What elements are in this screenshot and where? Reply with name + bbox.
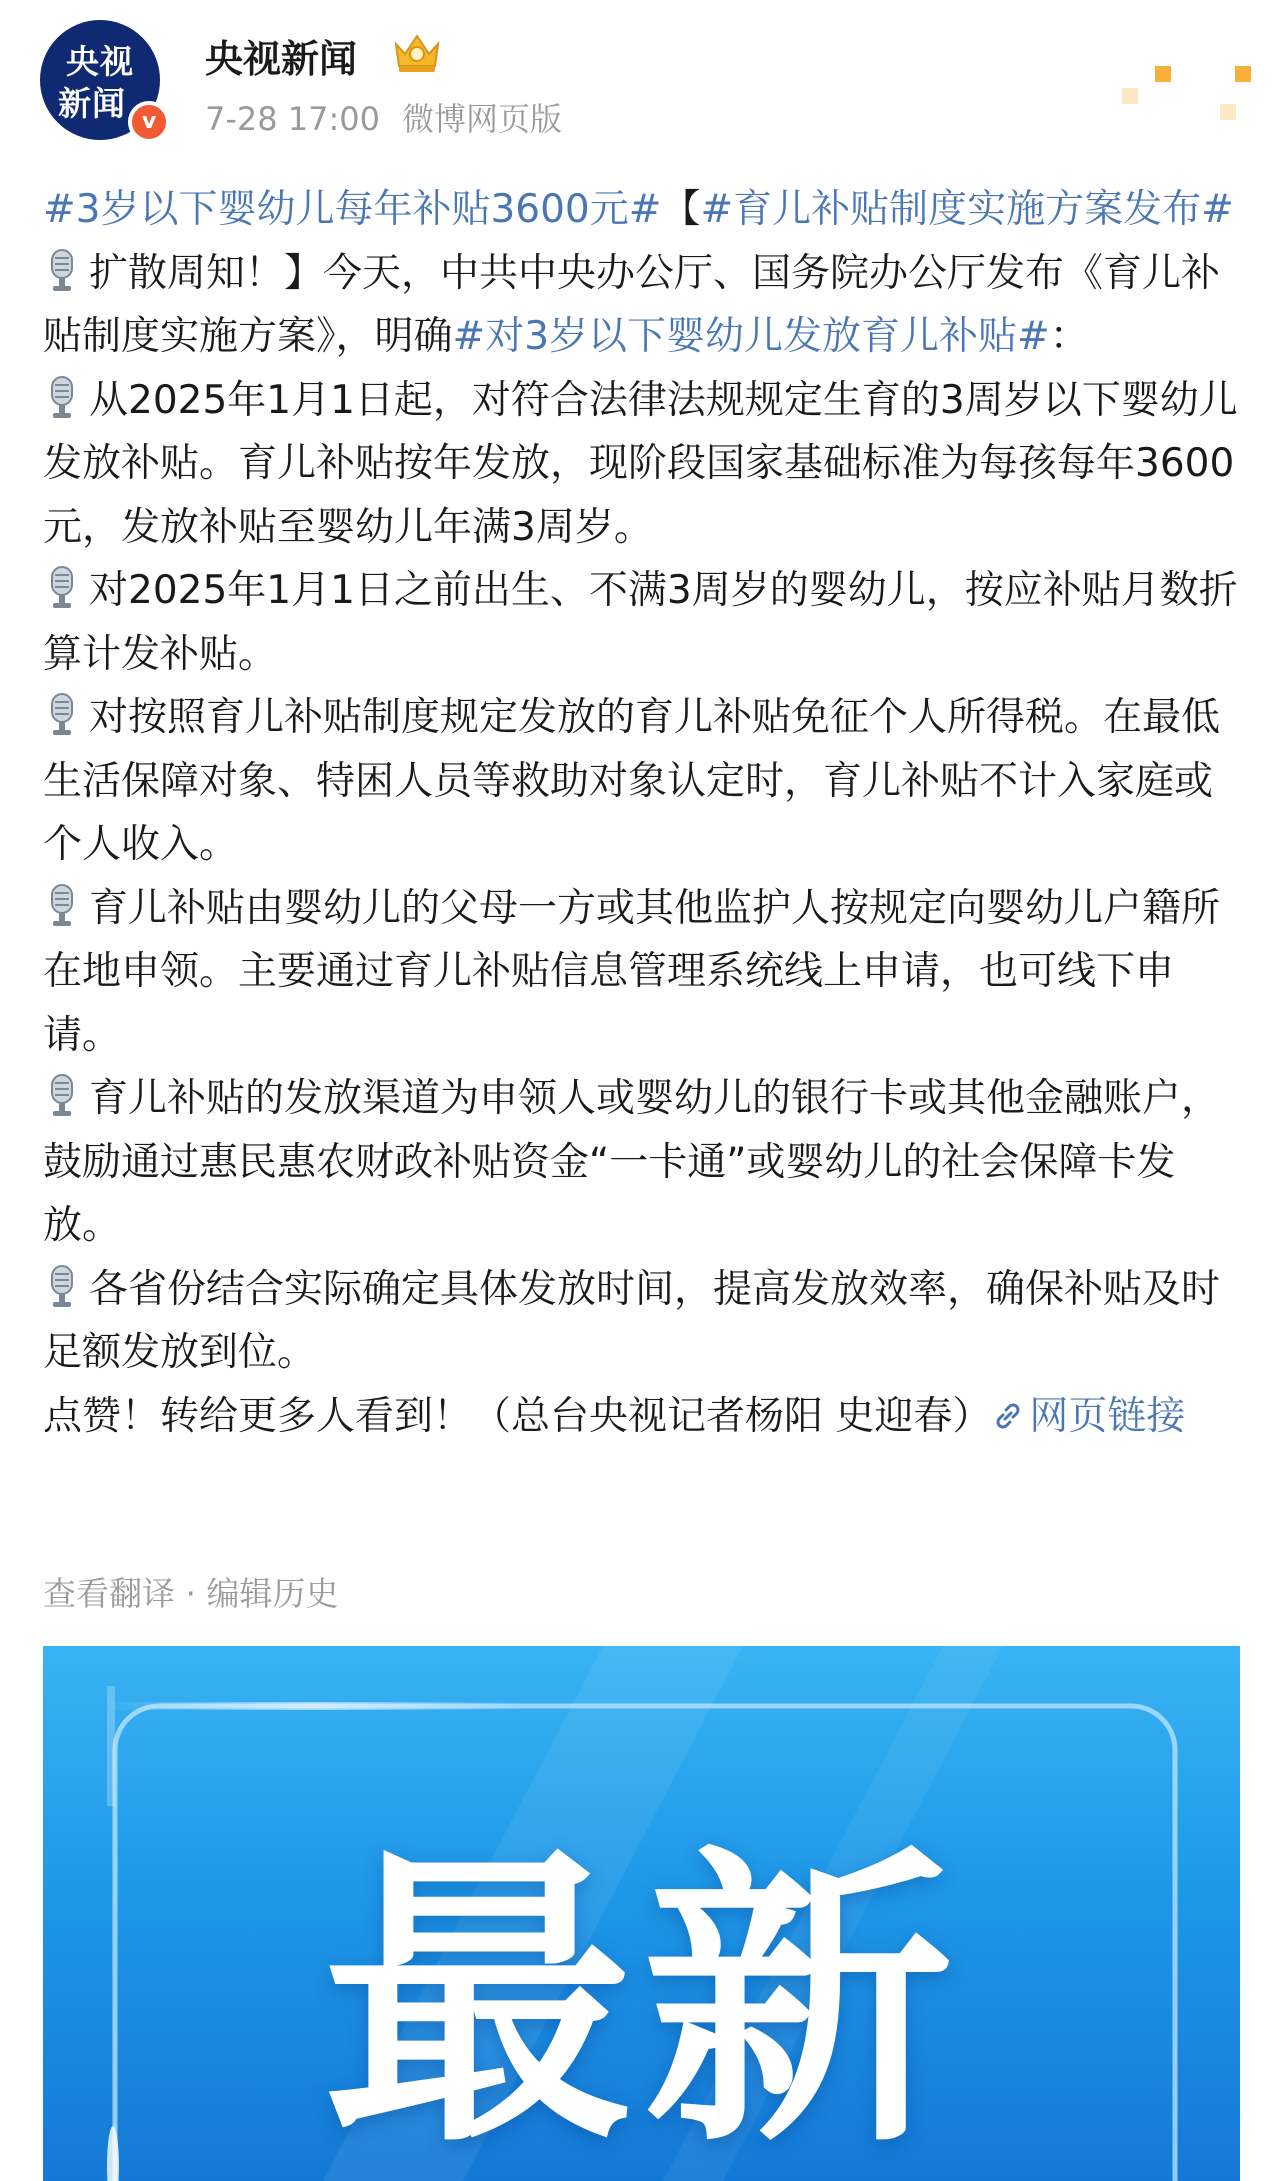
- bullet-item: [43, 1067, 1243, 1258]
- verified-badge-icon: v: [128, 101, 170, 143]
- crown-badge-icon: [390, 30, 444, 74]
- bracket-open: 【: [661, 187, 701, 232]
- account-name[interactable]: 央视新闻: [205, 37, 358, 81]
- post-timestamp: 7-28 17:00: [205, 100, 381, 138]
- web-link[interactable]: 网页链接: [1029, 1393, 1186, 1439]
- edit-history-link[interactable]: 编辑历史: [206, 1574, 339, 1613]
- microphone-icon: [43, 1264, 81, 1310]
- post-content: [43, 178, 1243, 1448]
- bullet-text: 各省份结合实际确定具体发放时间，提高发放效率，确保补贴及时足额发放到位。: [43, 1266, 1221, 1375]
- post-closing: [43, 1385, 1243, 1449]
- post-image[interactable]: [43, 1646, 1240, 2181]
- bullet-text: 对按照育儿补贴制度规定发放的育儿补贴免征个人所得税。在最低生活保障对象、特困人员等救助对象认定时，育儿补贴不计入家庭或个人收入。: [43, 695, 1221, 867]
- microphone-icon: [43, 692, 81, 738]
- bullet-item: [43, 559, 1243, 686]
- bullet-item: [43, 877, 1243, 1068]
- bullet-text: 对2025年1月1日之前出生、不满3周岁的婴幼儿，按应补贴月数折算计发补贴。: [43, 568, 1238, 677]
- intro-colon: ：: [1049, 314, 1089, 359]
- avatar-text-top: 央视: [66, 42, 134, 81]
- topic-link[interactable]: #对3岁以下婴幼儿发放育儿补贴#: [452, 314, 1050, 359]
- decoration-dot: [1155, 66, 1171, 82]
- post-intro: [43, 178, 1243, 369]
- topic-link[interactable]: #育儿补贴制度实施方案发布#: [700, 187, 1234, 232]
- bullet-text: 从2025年1月1日起，对符合法律法规规定生育的3周岁以下婴幼儿发放补贴。育儿补贴按年发放，现阶段国家基础标准为每孩每年3600元，发放补贴至婴幼儿年满3周岁。: [43, 377, 1238, 550]
- post-header: [0, 0, 1279, 160]
- bullet-item: [43, 686, 1243, 877]
- topic-link[interactable]: #3岁以下婴幼儿每年补贴3600元#: [43, 187, 662, 232]
- decoration-dot: [1235, 66, 1251, 82]
- translate-link[interactable]: 查看翻译: [43, 1574, 175, 1613]
- post-actions: [43, 1568, 338, 1615]
- decoration-dot: [1122, 88, 1138, 104]
- microphone-icon: [43, 565, 81, 611]
- microphone-icon: [43, 375, 81, 421]
- closing-text: 点赞！转给更多人看到！（总台央视记者杨阳 史迎春）: [43, 1393, 992, 1439]
- intro-text: 扩散周知！】今天，中共中央办公厅、国务院办公厅发布《育儿补贴制度实施方案》，明确: [43, 250, 1221, 359]
- link-icon: [991, 1399, 1025, 1433]
- post-source: 微博网页版: [402, 100, 563, 138]
- post-meta: [205, 94, 584, 140]
- decoration-dot: [1220, 104, 1236, 120]
- microphone-icon: [43, 1073, 81, 1119]
- bullet-item: [43, 1258, 1243, 1385]
- microphone-icon: [43, 248, 81, 294]
- bullet-item: [43, 369, 1243, 560]
- banner-headline: 最新: [323, 1823, 963, 2181]
- bullet-text: 育儿补贴由婴幼儿的父母一方或其他监护人按规定向婴幼儿户籍所在地申领。主要通过育儿补贴信息管理系统线上申请，也可线下申请。: [43, 885, 1221, 1058]
- avatar-text-bottom: 新闻: [58, 84, 126, 123]
- microphone-icon: [43, 883, 81, 929]
- actions-separator: ·: [175, 1574, 207, 1613]
- bullet-text: 育儿补贴的发放渠道为申领人或婴幼儿的银行卡或其他金融账户，鼓励通过惠民惠农财政补贴资金“一卡通”或婴幼儿的社会保障卡发放。: [43, 1076, 1221, 1248]
